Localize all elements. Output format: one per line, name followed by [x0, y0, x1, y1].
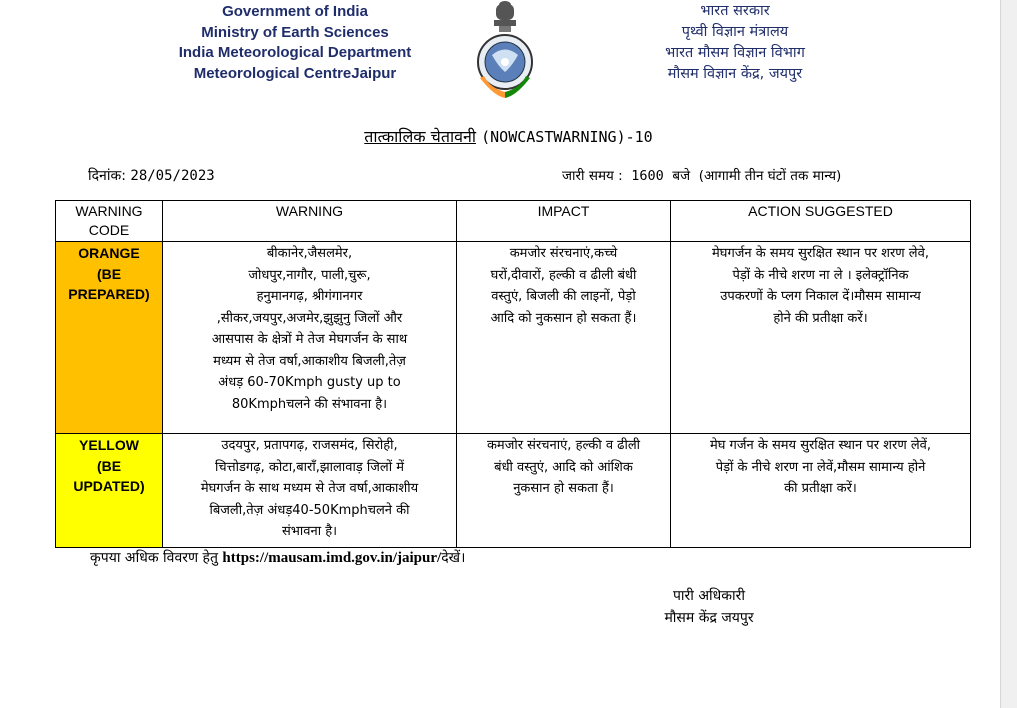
column-header-impact: IMPACT — [457, 201, 671, 242]
header-english — [140, 2, 450, 84]
signature-block — [644, 585, 774, 629]
title-english: (NOWCASTWARNING)-10 — [481, 128, 653, 146]
time-unit: बजे — [672, 168, 691, 184]
page-title — [0, 125, 1017, 147]
impact-text-cell: कमजोर संरचनाएं,कच्चे घरों,दीवारों, हल्की व ढीली बंधी वस्तुएं, बिजली की लाइनों, पेड़ो आदि को नुकसान हो सकता हैं। — [457, 242, 671, 434]
column-header-code: WARNING CODE — [56, 201, 163, 242]
issue-time — [562, 166, 841, 184]
warning-code-yellow: YELLOW (BE UPDATED) — [56, 434, 163, 548]
time-label: जारी समय : — [562, 168, 623, 184]
header-hindi-line: मौसम विज्ञान केंद्र, जयपुर — [667, 66, 803, 82]
action-text-cell: मेघगर्जन के समय सुरक्षित स्थान पर शरण लेवे, पेड़ों के नीचे शरण ना ले । इलेक्ट्रॉनिक उपकरणों के प्लग निकाल दें।मौसम सामान्य होने की प्रतीक्षा करें। — [671, 242, 971, 434]
imd-jaipur-link[interactable]: https://mausam.imd.gov.in/jaipur/ — [222, 550, 442, 566]
warning-table — [55, 200, 971, 548]
column-header-action: ACTION SUGGESTED — [671, 201, 971, 242]
table-row — [56, 434, 971, 548]
signature-office: मौसम केंद्र जयपुर — [664, 610, 754, 626]
validity-note: (आगामी तीन घंटों तक मान्य) — [698, 168, 842, 184]
table-header-row — [56, 201, 971, 242]
header-hindi-line: भारत मौसम विज्ञान विभाग — [665, 45, 805, 61]
title-hindi: तात्कालिक चेतावनी — [364, 127, 477, 146]
more-info-suffix: देखें। — [441, 550, 466, 566]
date-label: दिनांक: — [88, 168, 126, 184]
more-info-line — [90, 548, 465, 567]
time-value: 1600 — [631, 168, 664, 184]
imd-emblem-icon — [474, 0, 536, 102]
header-hindi-line: पृथ्वी विज्ञान मंत्रालय — [681, 24, 789, 40]
date-value: 28/05/2023 — [130, 168, 215, 184]
impact-text-cell: कमजोर संरचनाएं, हल्की व ढीली बंधी वस्तुएं, आदि को आंशिक नुकसान हो सकता हैं। — [457, 434, 671, 548]
scrollbar[interactable] — [1000, 0, 1017, 708]
more-info-prefix: कृपया अधिक विवरण हेतु — [90, 550, 218, 566]
header-english-line: Meteorological CentreJaipur — [193, 64, 397, 82]
table-row — [56, 242, 971, 434]
header-hindi — [590, 1, 880, 85]
warning-code-orange: ORANGE (BE PREPARED) — [56, 242, 163, 434]
action-text-cell: मेघ गर्जन के समय सुरक्षित स्थान पर शरण लेवें, पेड़ों के नीचे शरण ना लेवें,मौसम सामान्य होने की प्रतीक्षा करें। — [671, 434, 971, 548]
header-english-line: Ministry of Earth Sciences — [201, 23, 389, 41]
header-english-line: India Meteorological Department — [178, 44, 412, 61]
warning-text-cell: बीकानेर,जैसलमेर, जोधपुर,नागौर, पाली,चुरू, हनुमानगढ़, श्रीगंगानगर ,सीकर,जयपुर,अजमेर,झुझुनु जिलों और आसपास के क्षेत्रों मे तेज मेघगर्जन के साथ मध्यम से तेज वर्षा,आकाशीय बिजली,तेज़ अंधड़ 60-70Kmph gusty up to 80Kmphचलने की संभावना है। — [163, 242, 457, 434]
signature-title: पारी अधिकारी — [672, 588, 746, 604]
header-english-line: Government of India — [222, 3, 368, 20]
column-header-warning: WARNING — [163, 201, 457, 242]
issue-date — [88, 166, 215, 185]
header-hindi-line: भारत सरकार — [700, 3, 770, 19]
warning-text-cell: उदयपुर, प्रतापगढ़, राजसमंद, सिरोही, चित्तोडगढ़, कोटा,बाराँ,झालावाड़ जिलों में मेघगर्जन के साथ मध्यम से तेज वर्षा,आकाशीय बिजली,तेज़ अंधड़40-50Kmphचलने की संभावना है। — [163, 434, 457, 548]
